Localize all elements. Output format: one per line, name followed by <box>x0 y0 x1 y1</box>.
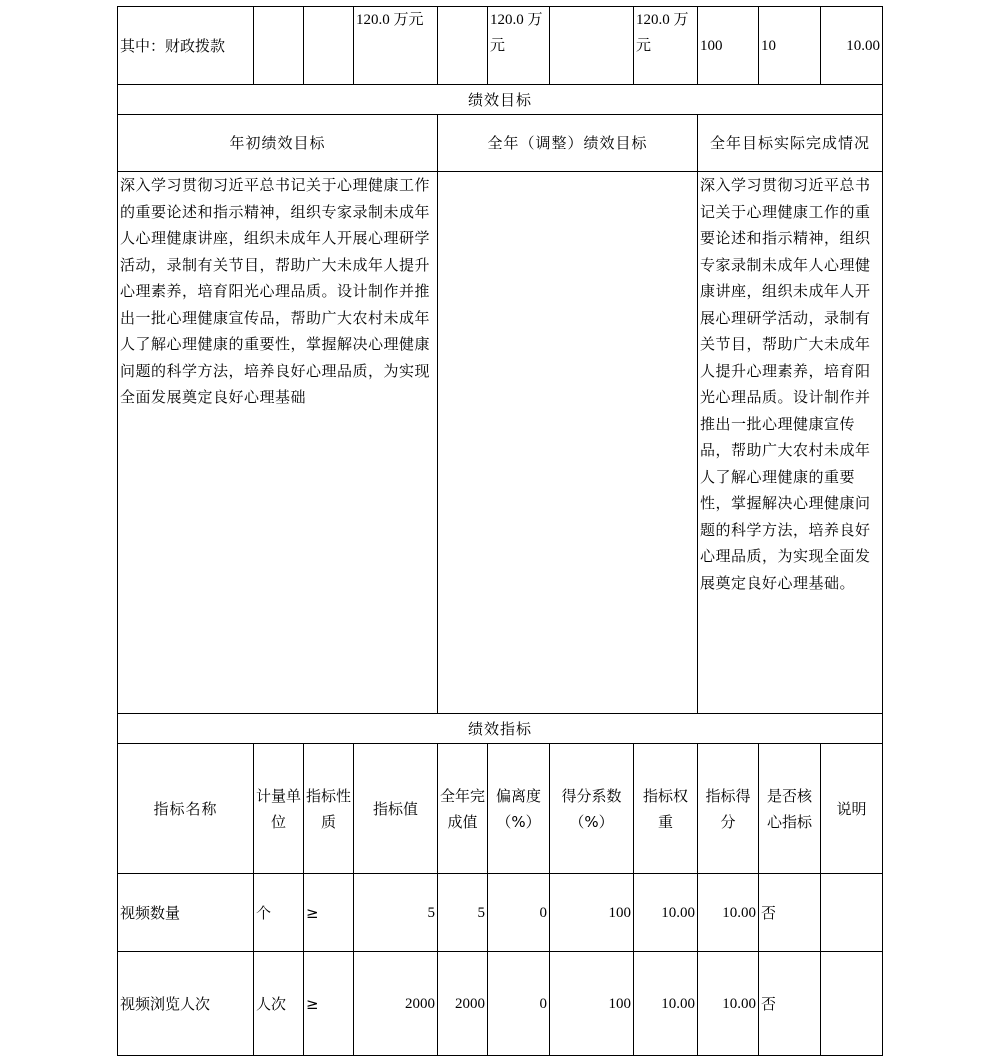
header-unit: 计量单位 <box>254 744 304 874</box>
funding-cell-2 <box>254 7 304 85</box>
goals-title-row <box>118 85 883 115</box>
indicator-name: 视频数量 <box>118 874 254 952</box>
header-value: 指标值 <box>354 744 438 874</box>
budget-start-value: 120.0 万元 <box>354 7 438 85</box>
budget-adjusted-value: 120.0 万元 <box>488 7 550 85</box>
header-core: 是否核心指标 <box>759 744 821 874</box>
indicator-coefficient: 100 <box>550 952 634 1056</box>
indicator-coefficient: 100 <box>550 874 634 952</box>
goals-body-row <box>118 172 883 714</box>
header-indicator-name: 指标名称 <box>118 744 254 874</box>
indicator-score: 10.00 <box>698 952 759 1056</box>
funding-label: 其中：财政拨款 <box>118 7 254 85</box>
indicator-note <box>821 874 883 952</box>
adjusted-goal-text <box>438 172 698 714</box>
performance-table <box>117 6 883 1056</box>
actual-goal-text: 深入学习贯彻习近平总书记关于心理健康工作的重要论述和指示精神，组织专家录制未成年人心理健康讲座，组织未成年人开展心理研学活动，录制有关节目，帮助广大未成年人提升心理素养，培育阳光心理品质。设计制作并推出一批心理健康宣传品，帮助广大农村未成年人了解心理健康的重要性，掌握解决心理健康问题的科学方法，培养良好心理品质，为实现全面发展奠定良好心理基础。 <box>698 172 883 714</box>
indicator-nature: ≥ <box>304 952 354 1056</box>
funding-cell-5 <box>438 7 488 85</box>
indicator-completed: 2000 <box>438 952 488 1056</box>
funding-row <box>118 7 883 85</box>
header-completed: 全年完成值 <box>438 744 488 874</box>
indicators-section-title: 绩效指标 <box>118 714 883 744</box>
header-coefficient: 得分系数（%） <box>550 744 634 874</box>
header-deviation: 偏离度（%） <box>488 744 550 874</box>
indicator-weight: 10.00 <box>634 874 698 952</box>
indicator-value: 5 <box>354 874 438 952</box>
indicator-completed: 5 <box>438 874 488 952</box>
initial-goal-text: 深入学习贯彻习近平总书记关于心理健康工作的重要论述和指示精神，组织专家录制未成年人心理健康讲座，组织未成年人开展心理研学活动，录制有关节目，帮助广大未成年人提升心理素养，培育阳光心理品质。设计制作并推出一批心理健康宣传品，帮助广大农村未成年人了解心理健康的重要性，掌握解决心理健康问题的科学方法，培养良好心理品质，为实现全面发展奠定良好心理基础 <box>118 172 438 714</box>
indicator-core: 否 <box>759 952 821 1056</box>
indicator-nature: ≥ <box>304 874 354 952</box>
indicator-value: 2000 <box>354 952 438 1056</box>
indicator-name: 视频浏览人次 <box>118 952 254 1056</box>
goals-header-row <box>118 115 883 172</box>
execution-rate-value: 100 <box>698 7 759 85</box>
funding-score-value: 10.00 <box>821 7 883 85</box>
indicator-note <box>821 952 883 1056</box>
indicator-core: 否 <box>759 874 821 952</box>
indicator-unit: 人次 <box>254 952 304 1056</box>
indicator-deviation: 0 <box>488 952 550 1056</box>
header-weight: 指标权重 <box>634 744 698 874</box>
actual-goal-header: 全年目标实际完成情况 <box>698 115 883 172</box>
indicators-header-row <box>118 744 883 874</box>
funding-cell-7 <box>550 7 634 85</box>
initial-goal-header: 年初绩效目标 <box>118 115 438 172</box>
goals-section-title: 绩效目标 <box>118 85 883 115</box>
indicator-deviation: 0 <box>488 874 550 952</box>
table-row <box>118 874 883 952</box>
table-row <box>118 952 883 1056</box>
funding-cell-3 <box>304 7 354 85</box>
adjusted-goal-header: 全年（调整）绩效目标 <box>438 115 698 172</box>
header-nature: 指标性质 <box>304 744 354 874</box>
indicator-unit: 个 <box>254 874 304 952</box>
indicators-title-row <box>118 714 883 744</box>
indicator-weight: 10.00 <box>634 952 698 1056</box>
funding-weight-value: 10 <box>759 7 821 85</box>
actual-funding-value: 120.0 万元 <box>634 7 698 85</box>
header-note: 说明 <box>821 744 883 874</box>
header-score: 指标得分 <box>698 744 759 874</box>
indicator-score: 10.00 <box>698 874 759 952</box>
